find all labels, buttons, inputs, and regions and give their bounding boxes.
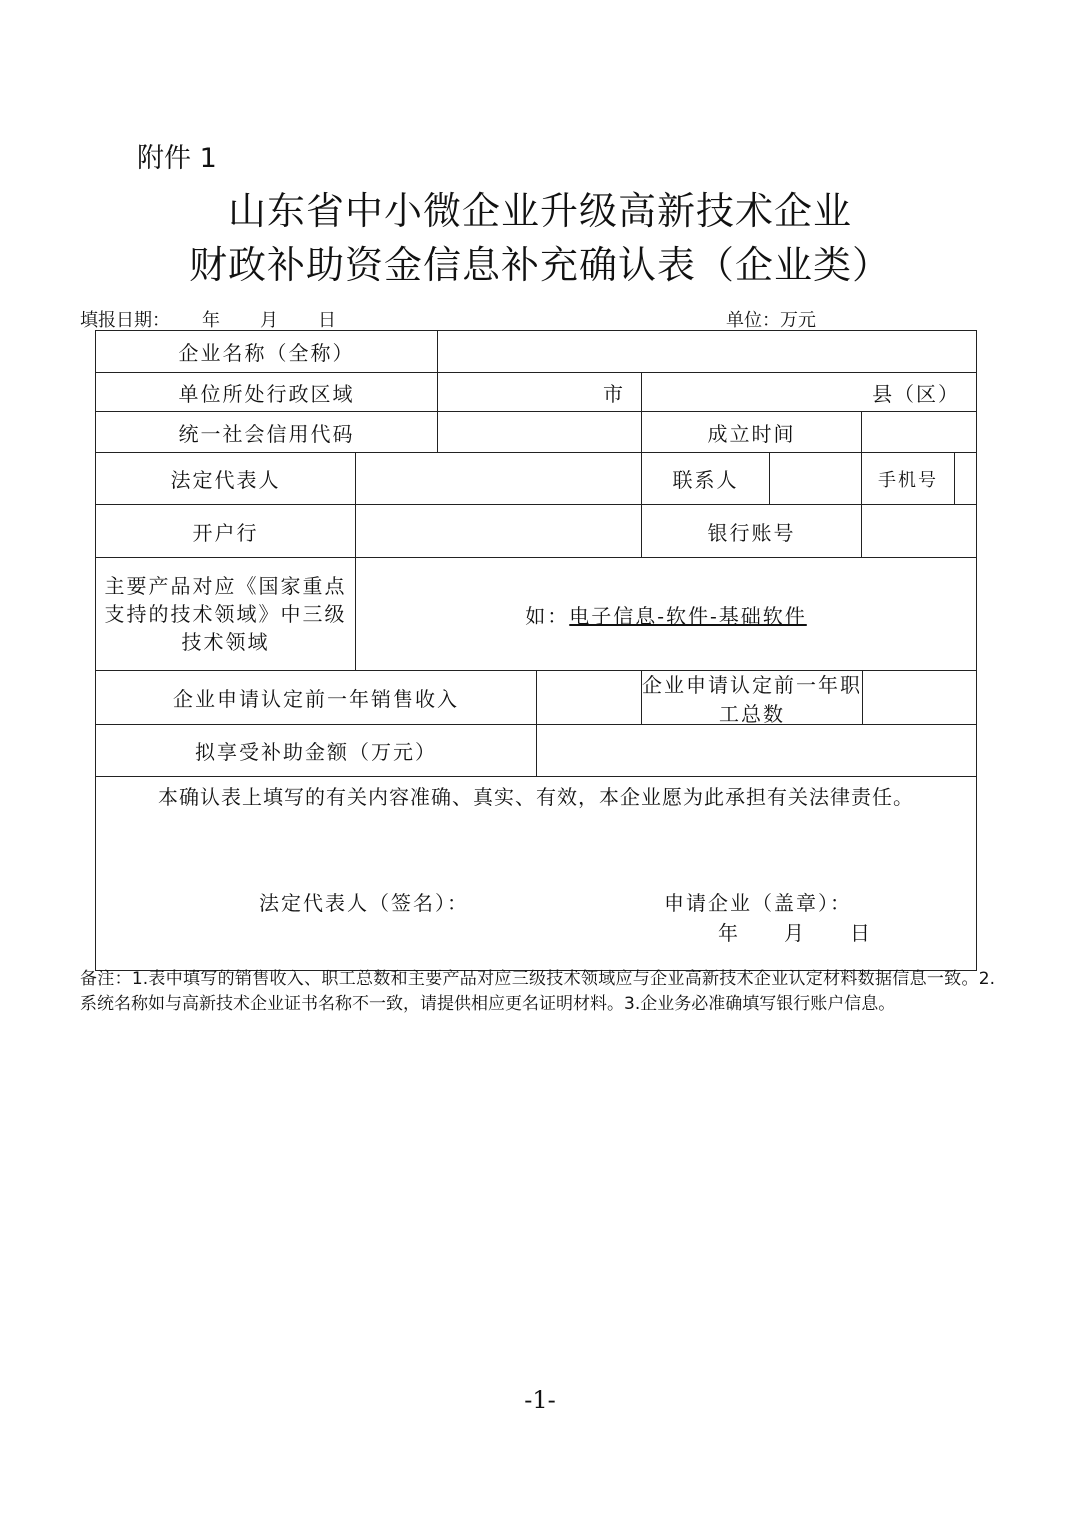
employees-label: 企业申请认定前一年职工总数	[642, 672, 863, 726]
sign-month: 月	[784, 921, 806, 945]
bank-field[interactable]	[356, 505, 642, 558]
tech-domain-field[interactable]	[356, 558, 977, 671]
established-field[interactable]	[862, 412, 977, 453]
sales-field[interactable]	[537, 671, 642, 725]
phone-field[interactable]	[955, 453, 976, 504]
company-name-field[interactable]	[438, 331, 977, 373]
declaration-text: 本确认表上填写的有关内容准确、真实、有效，本企业愿为此承担有关法律责任。	[158, 785, 915, 809]
tech-domain-prefix: 如：	[525, 603, 570, 628]
account-label: 银行账号	[642, 505, 862, 558]
sign-date	[696, 917, 894, 946]
region-label: 单位所处行政区域	[96, 373, 438, 412]
established-label: 成立时间	[642, 412, 862, 453]
tech-domain-label: 主要产品对应《国家重点支持的技术领域》中三级技术领域	[96, 558, 356, 671]
credit-code-label: 统一社会信用代码	[96, 412, 438, 453]
attachment-label: 附件 1	[137, 143, 217, 174]
fill-date	[202, 306, 376, 332]
fill-date-year: 年	[202, 310, 220, 331]
region-county-field[interactable]: 县（区）	[642, 373, 977, 412]
legal-rep-label: 法定代表人	[96, 453, 356, 505]
page-title-line1: 山东省中小微企业升级高新技术企业	[227, 189, 852, 233]
subsidy-field[interactable]	[537, 725, 977, 777]
fill-date-month: 月	[260, 310, 278, 331]
account-field[interactable]	[862, 505, 977, 558]
fill-date-day: 日	[318, 310, 336, 331]
fill-date-label: 填报日期：	[80, 310, 170, 331]
company-seal-label: 申请企业（盖章）：	[664, 891, 852, 915]
declaration-cell	[96, 777, 977, 971]
sales-label: 企业申请认定前一年销售收入	[96, 671, 537, 725]
sign-year: 年	[718, 921, 740, 945]
credit-code-field[interactable]	[438, 412, 642, 453]
region-city-field[interactable]: 市	[438, 373, 642, 412]
remarks-note: 备注：1.表中填写的销售收入、职工总数和主要产品对应三级技术领域应与企业高新技术企业认定材料数据信息一致。2.系统名称如与高新技术企业证书名称不一致，请提供相应更名证明材料。3.企业务必准确填写银行账户信息。	[80, 969, 995, 1014]
phone-label: 手机号	[862, 453, 955, 504]
sign-day: 日	[850, 921, 872, 945]
info-form-table	[95, 330, 977, 971]
legal-sign-label: 法定代表人（签名）：	[259, 891, 469, 915]
page-title-line2: 财政补助资金信息补充确认表（企业类）	[188, 243, 891, 287]
contact-field[interactable]	[770, 453, 862, 505]
contact-label: 联系人	[642, 453, 770, 505]
tech-domain-example: 电子信息-软件-基础软件	[569, 603, 807, 628]
company-name-label: 企业名称（全称）	[96, 331, 438, 373]
unit-label: 单位：万元	[726, 310, 816, 331]
employees-field[interactable]	[863, 671, 976, 724]
subsidy-label: 拟享受补助金额（万元）	[96, 725, 537, 777]
bank-label: 开户行	[96, 505, 356, 558]
page-number: -1-	[524, 1386, 556, 1414]
legal-rep-field[interactable]	[356, 453, 642, 505]
